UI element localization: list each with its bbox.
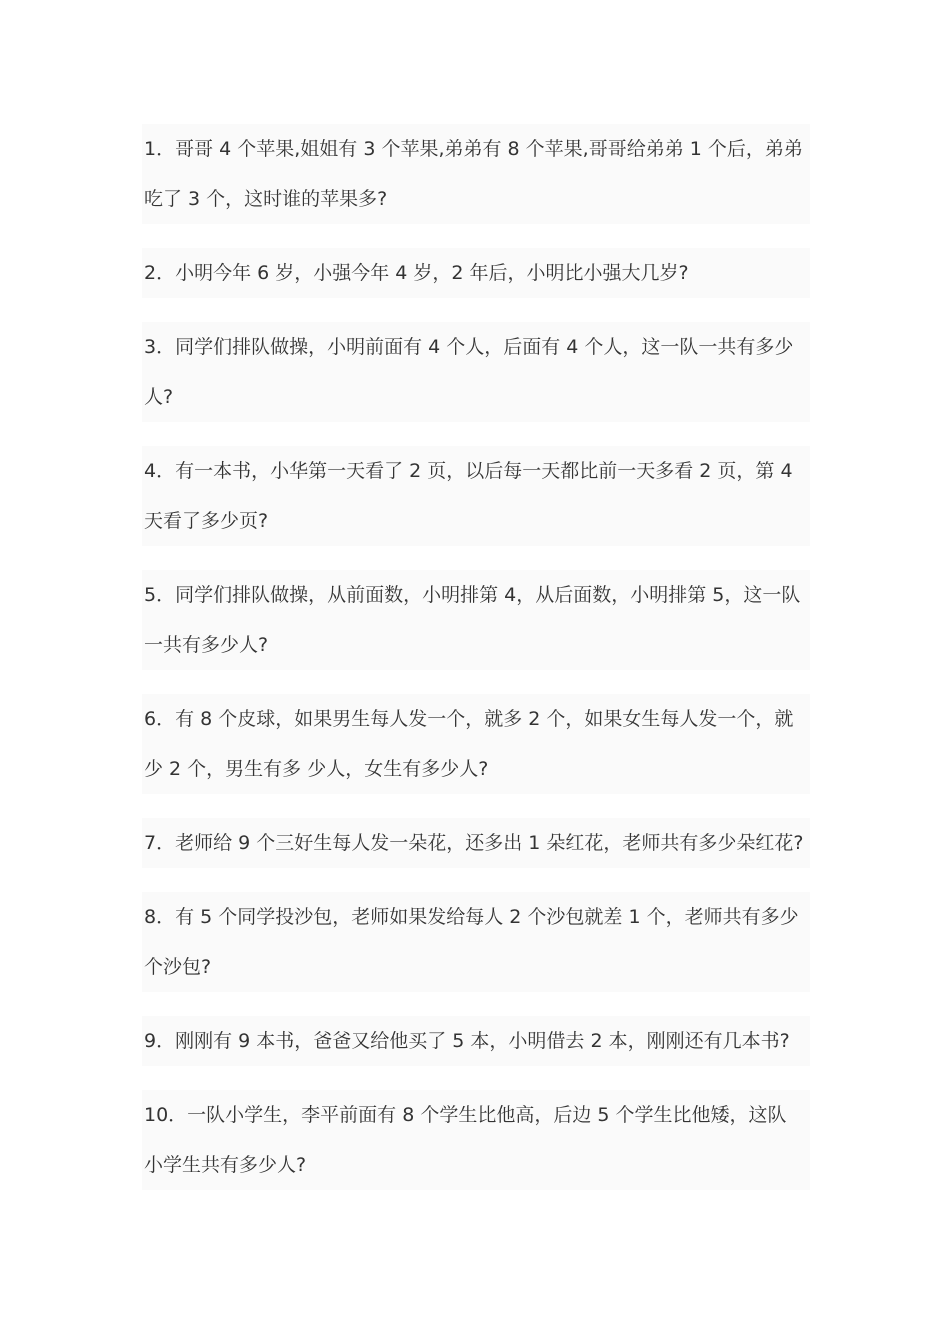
question-text-line: 少 2 个，男生有多 少人，女生有多少人?	[144, 758, 489, 780]
question-10	[142, 1090, 810, 1190]
question-text-line: 9．刚刚有 9 本书，爸爸又给他买了 5 本，小明借去 2 本，刚刚还有几本书?	[144, 1030, 790, 1052]
question-text-line: 7．老师给 9 个三好生每人发一朵花，还多出 1 朵红花，老师共有多少朵红花?	[144, 832, 804, 854]
question-text-line: 10．一队小学生，李平前面有 8 个学生比他高，后边 5 个学生比他矮，这队	[144, 1104, 787, 1126]
question-7	[142, 818, 810, 868]
question-text-line: 吃了 3 个，这时谁的苹果多?	[144, 188, 388, 210]
question-text-line: 个沙包?	[144, 956, 212, 978]
question-8	[142, 892, 810, 992]
question-text-line: 6．有 8 个皮球，如果男生每人发一个，就多 2 个，如果女生每人发一个，就	[144, 708, 794, 730]
question-5	[142, 570, 810, 670]
question-text-line: 人?	[144, 386, 174, 408]
question-3	[142, 322, 810, 422]
question-text-line: 5．同学们排队做操，从前面数，小明排第 4，从后面数，小明排第 5，这一队	[144, 584, 801, 606]
question-4	[142, 446, 810, 546]
question-text-line: 1．哥哥 4 个苹果,姐姐有 3 个苹果,弟弟有 8 个苹果,哥哥给弟弟 1 个后，弟弟	[144, 138, 803, 160]
question-text-line: 4．有一本书，小华第一天看了 2 页，以后每一天都比前一天多看 2 页，第 4	[144, 460, 793, 482]
question-text-line: 2．小明今年 6 岁，小强今年 4 岁，2 年后，小明比小强大几岁?	[144, 262, 689, 284]
question-text-line: 小学生共有多少人?	[144, 1154, 307, 1176]
question-text-line: 3．同学们排队做操，小明前面有 4 个人，后面有 4 个人，这一队一共有多少	[144, 336, 794, 358]
question-2	[142, 248, 810, 298]
question-text-line: 天看了多少页?	[144, 510, 269, 532]
question-list	[142, 124, 810, 1214]
question-9	[142, 1016, 810, 1066]
question-text-line: 一共有多少人?	[144, 634, 269, 656]
question-1	[142, 124, 810, 224]
question-text-line: 8．有 5 个同学投沙包，老师如果发给每人 2 个沙包就差 1 个，老师共有多少	[144, 906, 799, 928]
question-6	[142, 694, 810, 794]
